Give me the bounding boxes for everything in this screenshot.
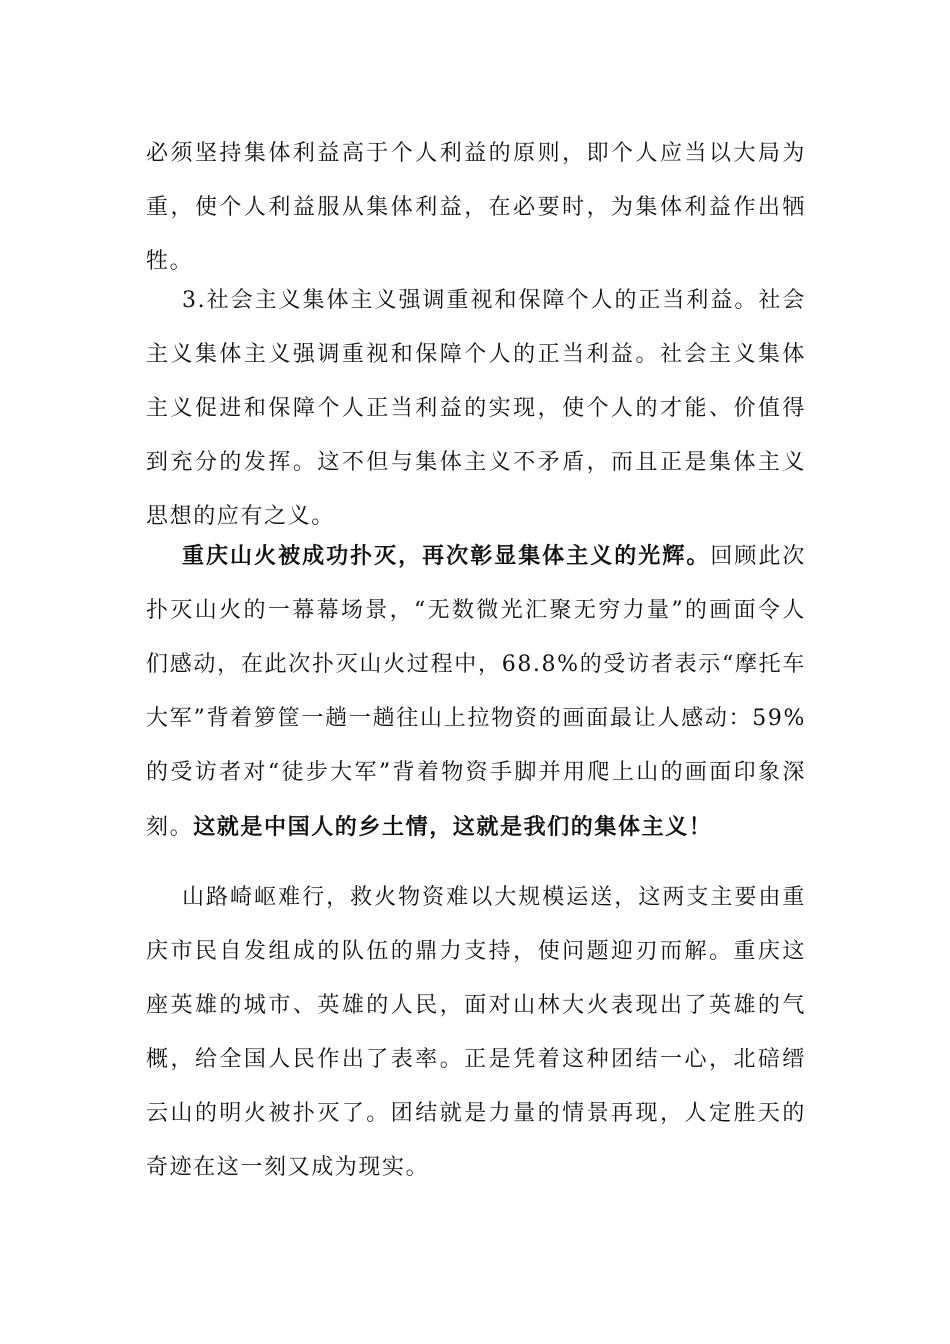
paragraph-lead-bold: 重庆山火被成功扑灭，再次彰显集体主义的光辉。 (182, 543, 711, 569)
paragraph-mountain-road-support: 山路崎岖难行，救火物资难以大规模运送，这两支主要由重庆市民自发组成的队伍的鼎力支持，使问题迎刃而解。重庆这座英雄的城市、英雄的人民，面对山林大火表现出了英雄的气概，给全国人民作出了表率。正是凭着这种团结一心，北碚缙云山的明火被扑灭了。团结就是力量的情景再现，人定胜天的奇迹在这一刻又成为现实。 (146, 885, 806, 1180)
paragraph-body-text: 回顾此次扑灭山火的一幕幕场景，“无数微光汇聚无穷力量”的画面令人们感动，在此次扑灭山火过程中，68.8%的受访者表示“摩托车大军”背着箩筐一趟一趟往山上拉物资的画面最让人感动：59%的受访者对“徒步大军”背着物资手脚并用爬上山的画面印象深刻。 (146, 544, 807, 840)
paragraph-chongqing-wildfire (146, 529, 806, 855)
paragraph-closing-bold: 这就是中国人的乡土情，这就是我们的集体主义！ (193, 814, 713, 840)
paragraph-point-3-individual-interest: 3.社会主义集体主义强调重视和保障个人的正当利益。社会主义集体主义强调重视和保障个人的正当利益。社会主义集体主义促进和保障个人正当利益的实现，使个人的才能、价值得到充分的发挥。这不但与集体主义不矛盾，而且正是集体主义思想的应有之义。 (146, 288, 806, 529)
paragraph-collective-interest-principle: 必须坚持集体利益高于个人利益的原则，即个人应当以大局为重，使个人利益服从集体利益，在必要时，为集体利益作出牺牲。 (146, 141, 806, 274)
